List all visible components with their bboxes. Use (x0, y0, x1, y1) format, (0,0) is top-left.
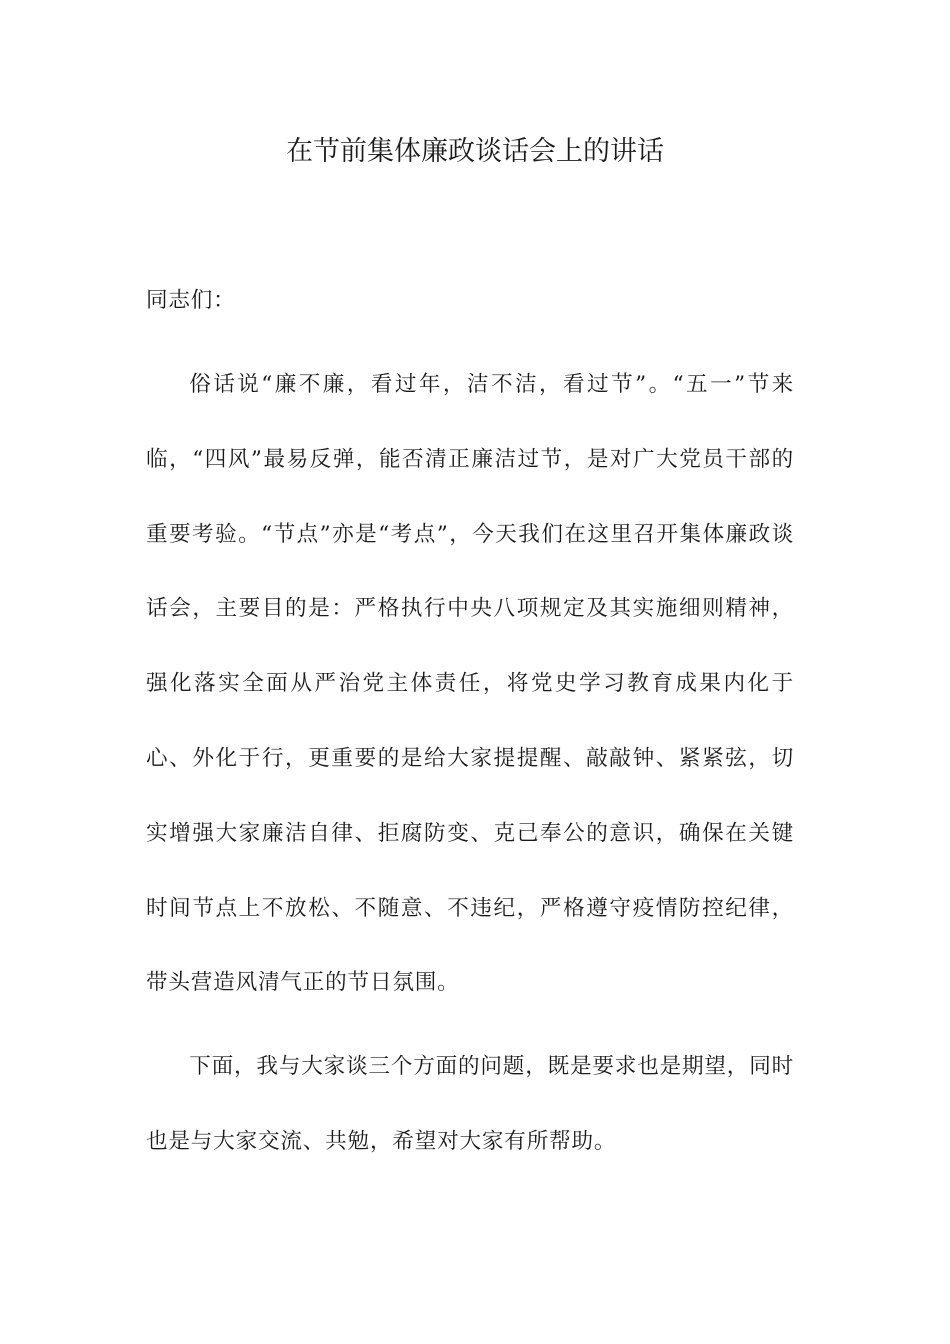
document-title: 在节前集体廉政谈话会上的讲话 (286, 136, 664, 167)
salutation: 同志们： (146, 288, 236, 313)
paragraph-2: 下面，我与大家谈三个方面的问题，既是要求也是期望，同时也是与大家交流、共勉，希望对大家有所帮助。 (146, 1054, 794, 1154)
paragraph-1: 俗话说“廉不廉，看过年，洁不洁，看过节”。“五一”节来临，“四风”最易反弹，能否清正廉洁过节，是对广大党员干部的重要考验。“节点”亦是“考点”，今天我们在这里召开集体廉政谈话会，主要目的是：严格执行中央八项规定及其实施细则精神，强化落实全面从严治党主体责任，将党史学习教育成果内化于心、外化于行，更重要的是给大家提提醒、敲敲钟、紧紧弦，切实增强大家廉洁自律、拒腐防变、克己奉公的意识，确保在关键时间节点上不放松、不随意、不违纪，严格遵守疫情防控纪律，带头营造风清气正的节日氛围。 (146, 372, 794, 996)
